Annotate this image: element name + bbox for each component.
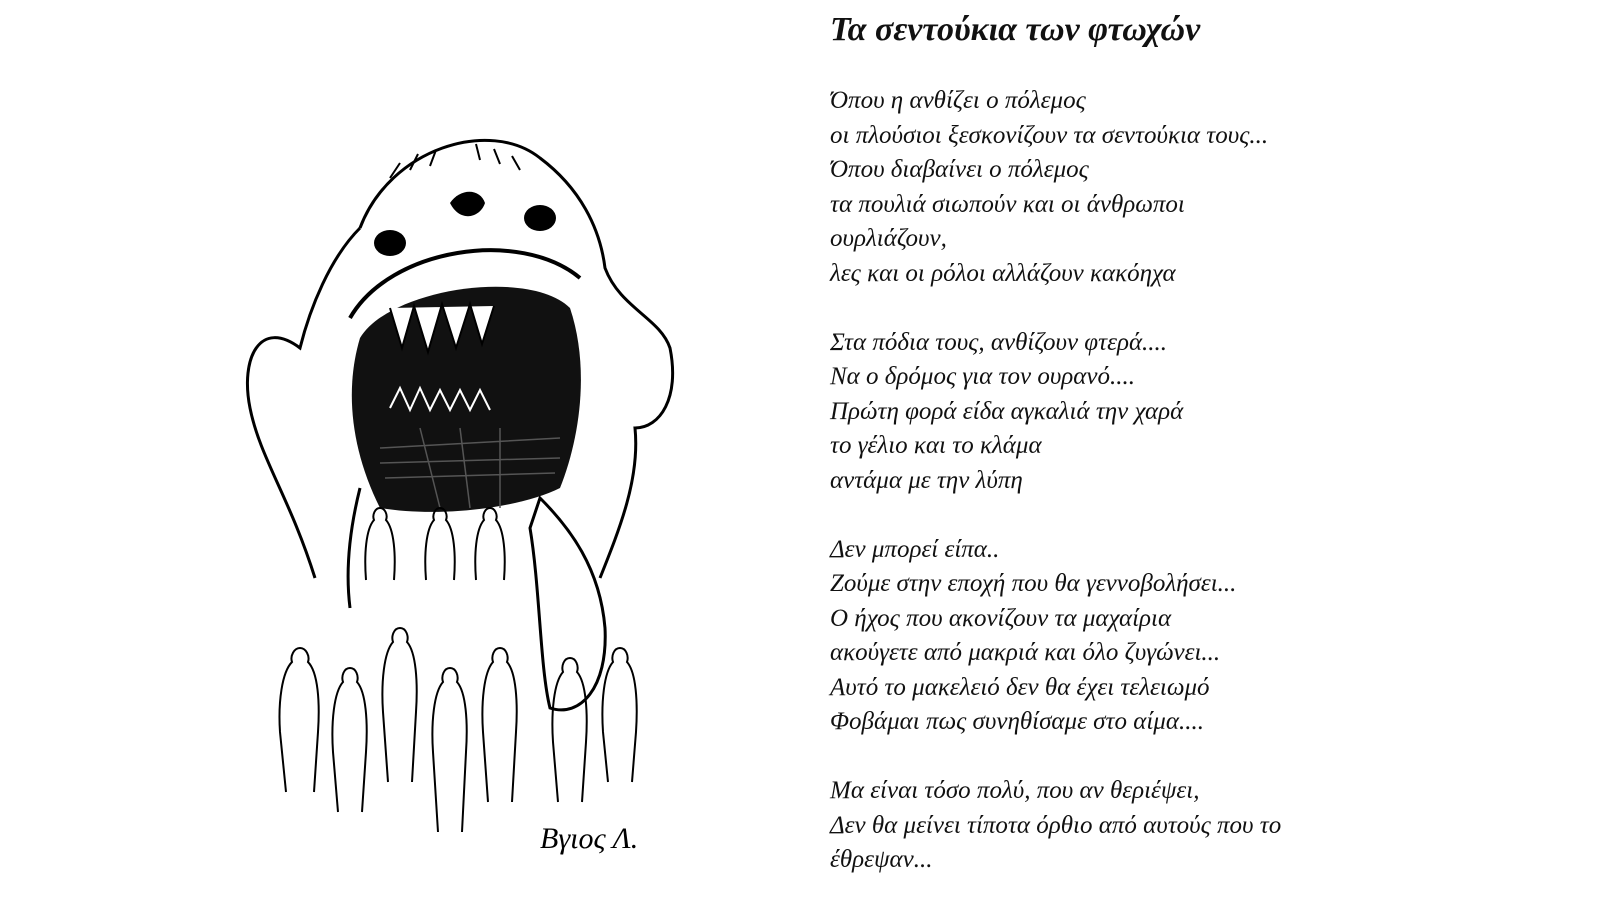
poem-line: λες και οι ρόλοι αλλάζουν κακόηχα: [830, 259, 1176, 287]
poem: [830, 8, 1570, 912]
poem-line: το γέλιο και το κλάμα: [830, 432, 1042, 459]
poem-line: ουρλιάζουν,: [830, 225, 947, 252]
lower-jaw-left: [348, 488, 360, 608]
poem-line: έθρεψαν...: [830, 846, 933, 873]
artist-signature: Βγιος Λ.: [540, 822, 639, 855]
poem-line: οι πλούσιοι ξεσκονίζουν τα σεντούκια τους...: [830, 121, 1269, 149]
stanza-4: [830, 774, 1570, 878]
poem-line: Να ο δρόμος για τον ουρανό....: [830, 363, 1136, 390]
poem-line: Αυτό το μακελειό δεν θα έχει τελειωμό: [830, 673, 1210, 701]
right-eye: [524, 205, 556, 231]
poem-line: Δεν θα μείνει τίποτα όρθιο από αυτούς που το: [830, 811, 1282, 839]
poem-line: Όπου διαβαίνει ο πόλεμος: [830, 156, 1089, 183]
poem-line: Πρώτη φορά είδα αγκαλιά την χαρά: [830, 397, 1184, 425]
poem-line: Όπου η ανθίζει ο πόλεμος: [830, 87, 1086, 114]
poem-line: Ο ήχος που ακονίζουν τα μαχαίρια: [830, 604, 1172, 632]
poem-line: Φοβάμαι πως συνηθίσαμε στο αίμα....: [830, 708, 1204, 735]
head-outline-left: [247, 228, 360, 578]
poem-line: Στα πόδια τους, ανθίζουν φτερά....: [830, 328, 1168, 356]
monster-mouth-drawing: [240, 108, 690, 868]
left-eye: [374, 230, 406, 256]
stanza-2: [830, 326, 1570, 499]
poem-line: τα πουλιά σιωπούν και οι άνθρωποι: [830, 190, 1185, 218]
poem-line: αντάμα με την λύπη: [830, 466, 1023, 494]
tongue: [530, 498, 605, 710]
stanza-3: [830, 533, 1570, 740]
poem-title: Τα σεντούκια των φτωχών: [830, 11, 1201, 48]
poem-line: Ζούμε στην εποχή που θα γεννοβολήσει...: [830, 570, 1237, 597]
poem-line: ακούγετε από μακριά και όλο ζυγώνει...: [830, 639, 1221, 666]
poem-line: Μα είναι τόσο πολύ, που αν θεριέψει,: [830, 777, 1200, 804]
ink-illustration: [240, 108, 690, 868]
brow-hatching: [390, 144, 520, 178]
nose: [450, 192, 485, 216]
poem-line: Δεν μπορεί είπα..: [830, 535, 1000, 563]
stanza-1: [830, 84, 1570, 291]
